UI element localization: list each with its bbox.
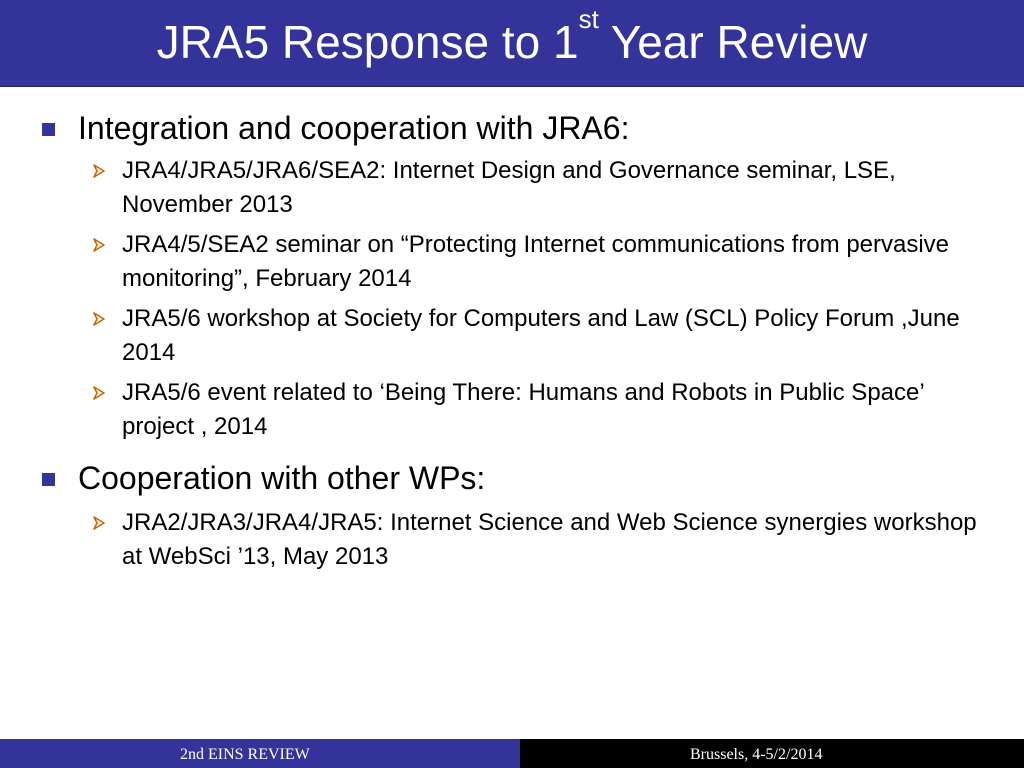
- bullet-text: Integration and cooperation with JRA6:: [78, 110, 630, 146]
- arrowhead-bullet-icon: [92, 238, 106, 252]
- footer-right: [520, 739, 1024, 768]
- sub-bullet-text: JRA4/5/SEA2 seminar on “Protecting Internet communications from pervasive monitoring”, February 2014: [122, 231, 950, 292]
- square-bullet-icon: [42, 473, 55, 486]
- sub-bullet-item: [0, 376, 1024, 444]
- footer-event-label: 2nd EINS REVIEW: [180, 746, 310, 763]
- title-main: JRA5 Response to 1: [156, 16, 579, 68]
- sub-bullet-text: JRA5/6 event related to ‘Being There: Humans and Robots in Public Space’ project , 2014: [122, 379, 924, 440]
- sub-bullet-text: JRA4/JRA5/JRA6/SEA2: Internet Design and Governance seminar, LSE, November 2013: [122, 157, 896, 218]
- bullet-text: Cooperation with other WPs:: [78, 460, 486, 496]
- title-superscript: st: [578, 4, 599, 34]
- footer-location-date: Brussels, 4-5/2/2014: [690, 746, 823, 763]
- bullet-item: [0, 458, 1024, 498]
- title-end: Year Review: [598, 16, 868, 68]
- arrowhead-bullet-icon: [92, 516, 106, 530]
- bullet-item: [0, 108, 1024, 148]
- sub-bullet-item: [0, 154, 1024, 222]
- slide-title: [0, 4, 1024, 72]
- sub-bullet-item: [0, 228, 1024, 296]
- arrowhead-bullet-icon: [92, 164, 106, 178]
- slide-content: [0, 100, 1024, 574]
- arrowhead-bullet-icon: [92, 312, 106, 326]
- sub-bullet-item: [0, 506, 1024, 574]
- sub-bullet-text: JRA2/JRA3/JRA4/JRA5: Internet Science and Web Science synergies workshop at WebSci ’13, May 2013: [122, 509, 977, 570]
- title-bar: [0, 0, 1024, 87]
- square-bullet-icon: [42, 123, 55, 136]
- sub-bullet-item: [0, 302, 1024, 370]
- arrowhead-bullet-icon: [92, 386, 106, 400]
- footer-left: [0, 739, 520, 768]
- sub-bullet-text: JRA5/6 workshop at Society for Computers and Law (SCL) Policy Forum ,June 2014: [122, 305, 960, 366]
